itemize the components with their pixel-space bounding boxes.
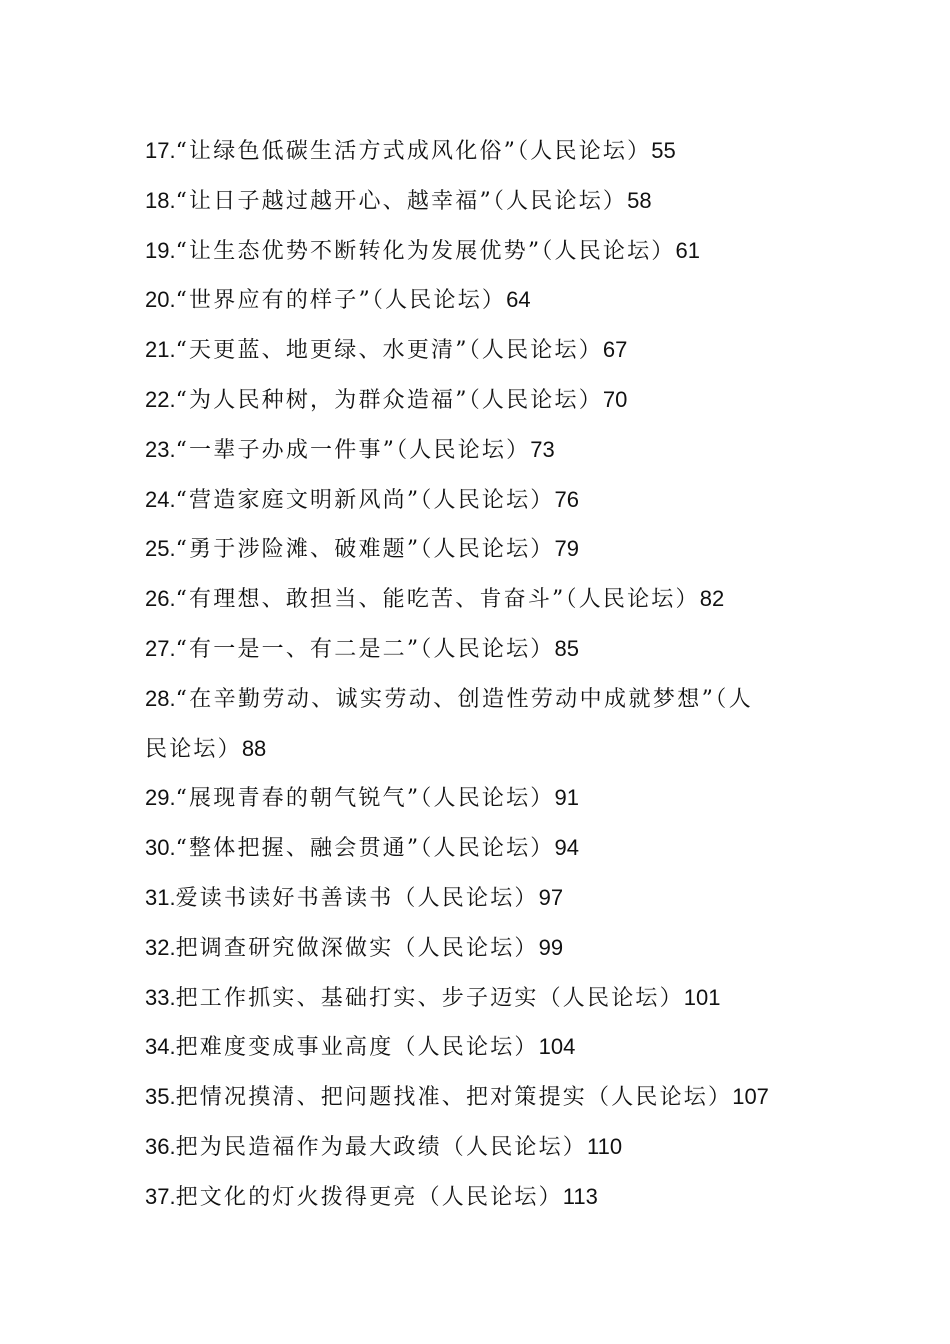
toc-entry-30[interactable] xyxy=(145,823,815,873)
entry-page: 76 xyxy=(554,486,579,512)
toc-entry-23[interactable] xyxy=(145,425,815,475)
entry-number: 18. xyxy=(145,187,176,213)
entry-title: 把为民造福作为最大政绩（人民论坛） xyxy=(175,1134,587,1160)
entry-title: “勇于涉险滩、破难题”（人民论坛） xyxy=(175,537,555,563)
toc-entry-28-line-1[interactable] xyxy=(145,674,815,724)
entry-page: 61 xyxy=(675,237,700,263)
entry-page: 101 xyxy=(683,984,721,1010)
toc-entry-34[interactable] xyxy=(145,1022,815,1072)
toc-entry-22[interactable] xyxy=(145,375,815,425)
entry-title: “让日子越过越开心、越幸福”（人民论坛） xyxy=(175,188,628,214)
entry-title: “让绿色低碳生活方式成风化俗”（人民论坛） xyxy=(175,139,652,164)
entry-page: 82 xyxy=(699,586,725,612)
entry-title: “整体把握、融会贯通”（人民论坛） xyxy=(175,836,555,862)
entry-title: “让生态优势不断转化为发展优势”（人民论坛） xyxy=(175,238,676,264)
toc-entry-32[interactable] xyxy=(145,923,815,973)
table-of-contents xyxy=(145,126,815,1222)
entry-page: 64 xyxy=(506,287,531,313)
entry-number: 29. xyxy=(145,785,176,811)
entry-title: 把文化的灯火拨得更亮（人民论坛） xyxy=(175,1184,563,1210)
entry-number: 36. xyxy=(145,1133,176,1159)
entry-page: 113 xyxy=(562,1183,598,1209)
entry-page: 110 xyxy=(587,1133,623,1159)
entry-page: 107 xyxy=(732,1084,769,1110)
entry-number: 26. xyxy=(145,586,176,612)
entry-number: 25. xyxy=(145,536,176,562)
entry-number: 28. xyxy=(145,685,176,711)
entry-title: 把调查研究做深做实（人民论坛） xyxy=(175,935,539,961)
entry-number: 35. xyxy=(145,1084,176,1110)
entry-title: 把情况摸清、把问题找准、把对策提实（人民论坛） xyxy=(175,1085,733,1111)
entry-page: 91 xyxy=(554,785,579,811)
entry-title: 爱读书读好书善读书（人民论坛） xyxy=(175,885,539,911)
entry-number: 34. xyxy=(145,1034,176,1060)
entry-title-part-1: “在辛勤劳动、诚实劳动、创造性劳动中成就梦想”（人 xyxy=(175,686,754,712)
entry-number: 20. xyxy=(145,287,176,313)
toc-entry-29[interactable] xyxy=(145,773,815,823)
entry-page: 88 xyxy=(241,735,267,761)
entry-number: 31. xyxy=(145,884,176,910)
entry-page: 85 xyxy=(554,635,579,661)
entry-title: “一辈子办成一件事”（人民论坛） xyxy=(175,437,531,463)
toc-entry-18[interactable] xyxy=(145,176,815,226)
toc-entry-20[interactable] xyxy=(145,275,815,325)
entry-number: 32. xyxy=(145,934,176,960)
toc-entry-31[interactable] xyxy=(145,873,815,923)
entry-title: “世界应有的样子”（人民论坛） xyxy=(175,288,507,314)
entry-number: 30. xyxy=(145,835,176,861)
entry-page: 58 xyxy=(627,187,652,213)
entry-page: 94 xyxy=(554,835,579,861)
entry-title: 把难度变成事业高度（人民论坛） xyxy=(175,1035,539,1061)
toc-entry-33[interactable] xyxy=(145,973,815,1023)
entry-number: 27. xyxy=(145,635,176,661)
toc-entry-28-line-2[interactable] xyxy=(145,724,815,774)
toc-entry-36[interactable] xyxy=(145,1122,815,1172)
entry-number: 22. xyxy=(145,386,176,412)
toc-entry-19[interactable] xyxy=(145,226,815,276)
entry-title: “有理想、敢担当、能吃苦、肯奋斗”（人民论坛） xyxy=(175,587,700,613)
entry-page: 55 xyxy=(651,138,676,163)
entry-title: “营造家庭文明新风尚”（人民论坛） xyxy=(175,487,555,513)
entry-page: 97 xyxy=(538,884,564,910)
toc-entry-27[interactable] xyxy=(145,624,815,674)
entry-number: 24. xyxy=(145,486,176,512)
entry-title-part-2: 民论坛） xyxy=(145,736,242,762)
toc-entry-17[interactable] xyxy=(145,126,815,176)
entry-page: 104 xyxy=(538,1034,576,1060)
entry-page: 67 xyxy=(602,337,628,363)
entry-number: 23. xyxy=(145,436,176,462)
entry-page: 99 xyxy=(538,934,564,960)
entry-number: 33. xyxy=(145,984,176,1010)
entry-number: 19. xyxy=(145,237,176,263)
entry-number: 37. xyxy=(145,1183,176,1209)
entry-number: 17. xyxy=(145,138,176,163)
entry-number: 21. xyxy=(145,337,176,363)
entry-title: “为人民种树，为群众造福”（人民论坛） xyxy=(175,387,603,413)
toc-entry-24[interactable] xyxy=(145,475,815,525)
entry-page: 70 xyxy=(602,386,628,412)
toc-entry-37[interactable] xyxy=(145,1172,815,1222)
entry-title: “天更蓝、地更绿、水更清”（人民论坛） xyxy=(175,338,603,364)
entry-title: “有一是一、有二是二”（人民论坛） xyxy=(175,636,555,662)
toc-entry-26[interactable] xyxy=(145,574,815,624)
toc-entry-25[interactable] xyxy=(145,524,815,574)
entry-title: “展现青春的朝气锐气”（人民论坛） xyxy=(175,786,555,812)
entry-title: 把工作抓实、基础打实、步子迈实（人民论坛） xyxy=(175,985,684,1011)
toc-entry-21[interactable] xyxy=(145,325,815,375)
toc-entry-35[interactable] xyxy=(145,1072,815,1122)
entry-page: 73 xyxy=(530,436,555,462)
entry-page: 79 xyxy=(554,536,579,562)
